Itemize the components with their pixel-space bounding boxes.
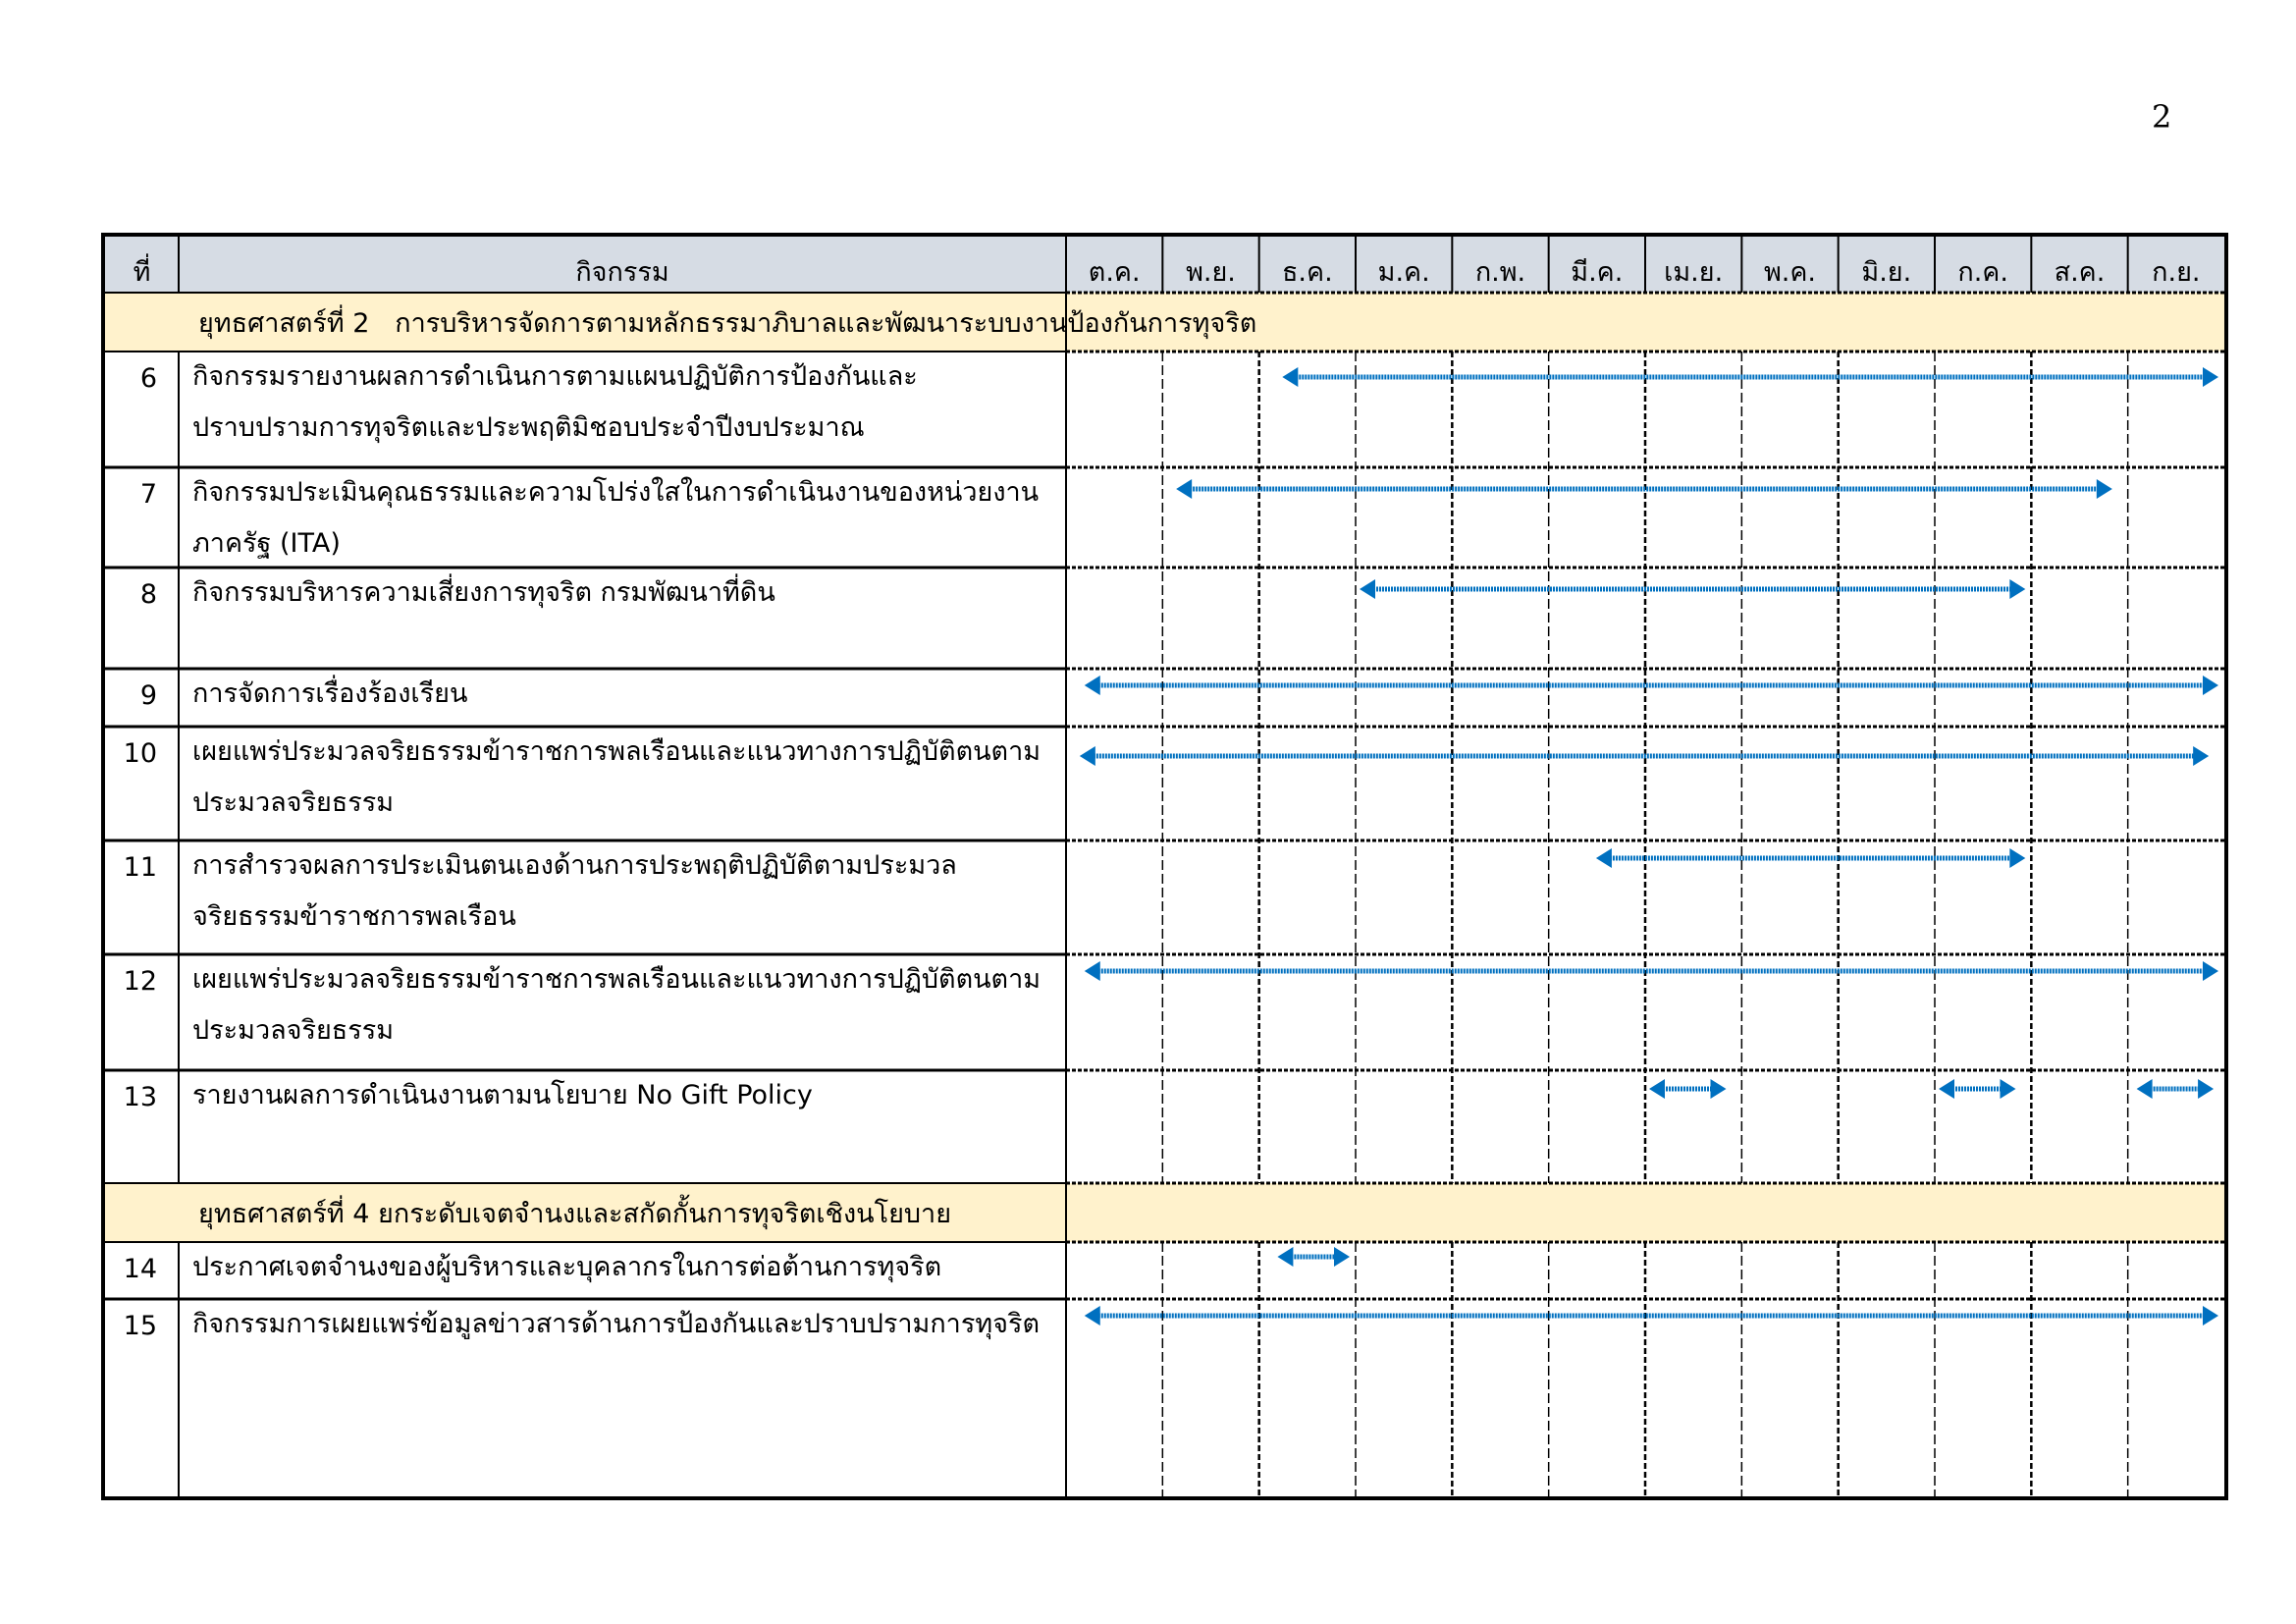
section-title: ยุทธศาสตร์ที่ 2 การบริหารจัดการตามหลักธรรมาภิบาลและพัฒนาระบบงานป้องกันการทุจริต [198, 307, 1257, 339]
table-row [105, 669, 2224, 727]
table-row [105, 467, 2224, 568]
table-row [105, 1070, 2224, 1183]
row-number: 8 [139, 579, 157, 610]
activity-timeline-table [101, 233, 2228, 1500]
row-number: 15 [123, 1311, 157, 1341]
row-number: 14 [123, 1254, 157, 1284]
row-activity: กิจกรรมบริหารความเสี่ยงการทุจริต กรมพัฒนาที่ดิน [192, 577, 775, 608]
header-month: ก.ค. [1957, 257, 2008, 288]
header-month: เม.ย. [1664, 257, 1724, 288]
table-row [105, 352, 2224, 467]
row-number: 10 [123, 738, 157, 769]
table-row [105, 954, 2224, 1070]
row-number: 13 [123, 1082, 157, 1112]
row-number: 6 [139, 363, 157, 394]
row-activity: เผยแพร่ประมวลจริยธรรมข้าราชการพลเรือนและแนวทางการปฏิบัติตนตาม ประมวลจริยธรรม [192, 964, 1041, 1046]
row-activity: กิจกรรมการเผยแพร่ข้อมูลข่าวสารด้านการป้องกันและปราบปรามการทุจริต [192, 1309, 1040, 1339]
header-activity: กิจกรรม [575, 257, 669, 288]
table-row [105, 1299, 2224, 1496]
header-month: พ.ย. [1186, 257, 1236, 288]
row-activity: กิจกรรมประเมินคุณธรรมและความโปร่งใสในการดำเนินงานของหน่วยงาน ภาครัฐ (ITA) [192, 477, 1040, 559]
row-number: 12 [123, 966, 157, 997]
table-row [105, 840, 2224, 954]
header-month: ก.ย. [2152, 257, 2201, 288]
header-month: พ.ค. [1763, 257, 1816, 288]
row-activity: ประกาศเจตจำนงของผู้บริหารและบุคลากรในการต่อต้านการทุจริต [192, 1252, 942, 1282]
table-header-row [105, 237, 2224, 293]
section-strategy-4 [105, 1183, 2224, 1242]
header-month: ส.ค. [2054, 257, 2106, 288]
row-activity: รายงานผลการดำเนินงานตามนโยบาย No Gift Policy [192, 1080, 813, 1110]
row-activity: การจัดการเรื่องร้องเรียน [192, 678, 468, 709]
row-number: 7 [139, 479, 157, 510]
row-number: 9 [139, 680, 157, 711]
header-month: ม.ค. [1377, 257, 1430, 288]
header-month: มี.ค. [1571, 257, 1624, 288]
table-row [105, 727, 2224, 840]
table-row [105, 568, 2224, 669]
header-month: มิ.ย. [1861, 257, 1912, 288]
header-month: ต.ค. [1088, 257, 1141, 288]
row-number: 11 [123, 852, 157, 883]
header-month: ก.พ. [1474, 257, 1526, 288]
row-activity: เผยแพร่ประมวลจริยธรรมข้าราชการพลเรือนและแนวทางการปฏิบัติตนตาม ประมวลจริยธรรม [192, 736, 1041, 818]
section-title: ยุทธศาสตร์ที่ 4 ยกระดับเจตจำนงและสกัดกั้นการทุจริตเชิงนโยบาย [198, 1198, 952, 1229]
page-number: 2 [2152, 98, 2172, 135]
section-strategy-2 [105, 293, 2224, 352]
row-activity: กิจกรรมรายงานผลการดำเนินการตามแผนปฏิบัติการป้องกันและ ปราบปรามการทุจริตและประพฤติมิชอบประจำปีงบประมาณ [192, 361, 918, 443]
table-row [105, 1242, 2224, 1299]
header-no: ที่ [133, 257, 151, 288]
row-activity: การสำรวจผลการประเมินตนเองด้านการประพฤติปฏิบัติตามประมวล จริยธรรมข้าราชการพลเรือน [192, 850, 957, 932]
header-month: ธ.ค. [1281, 257, 1333, 288]
